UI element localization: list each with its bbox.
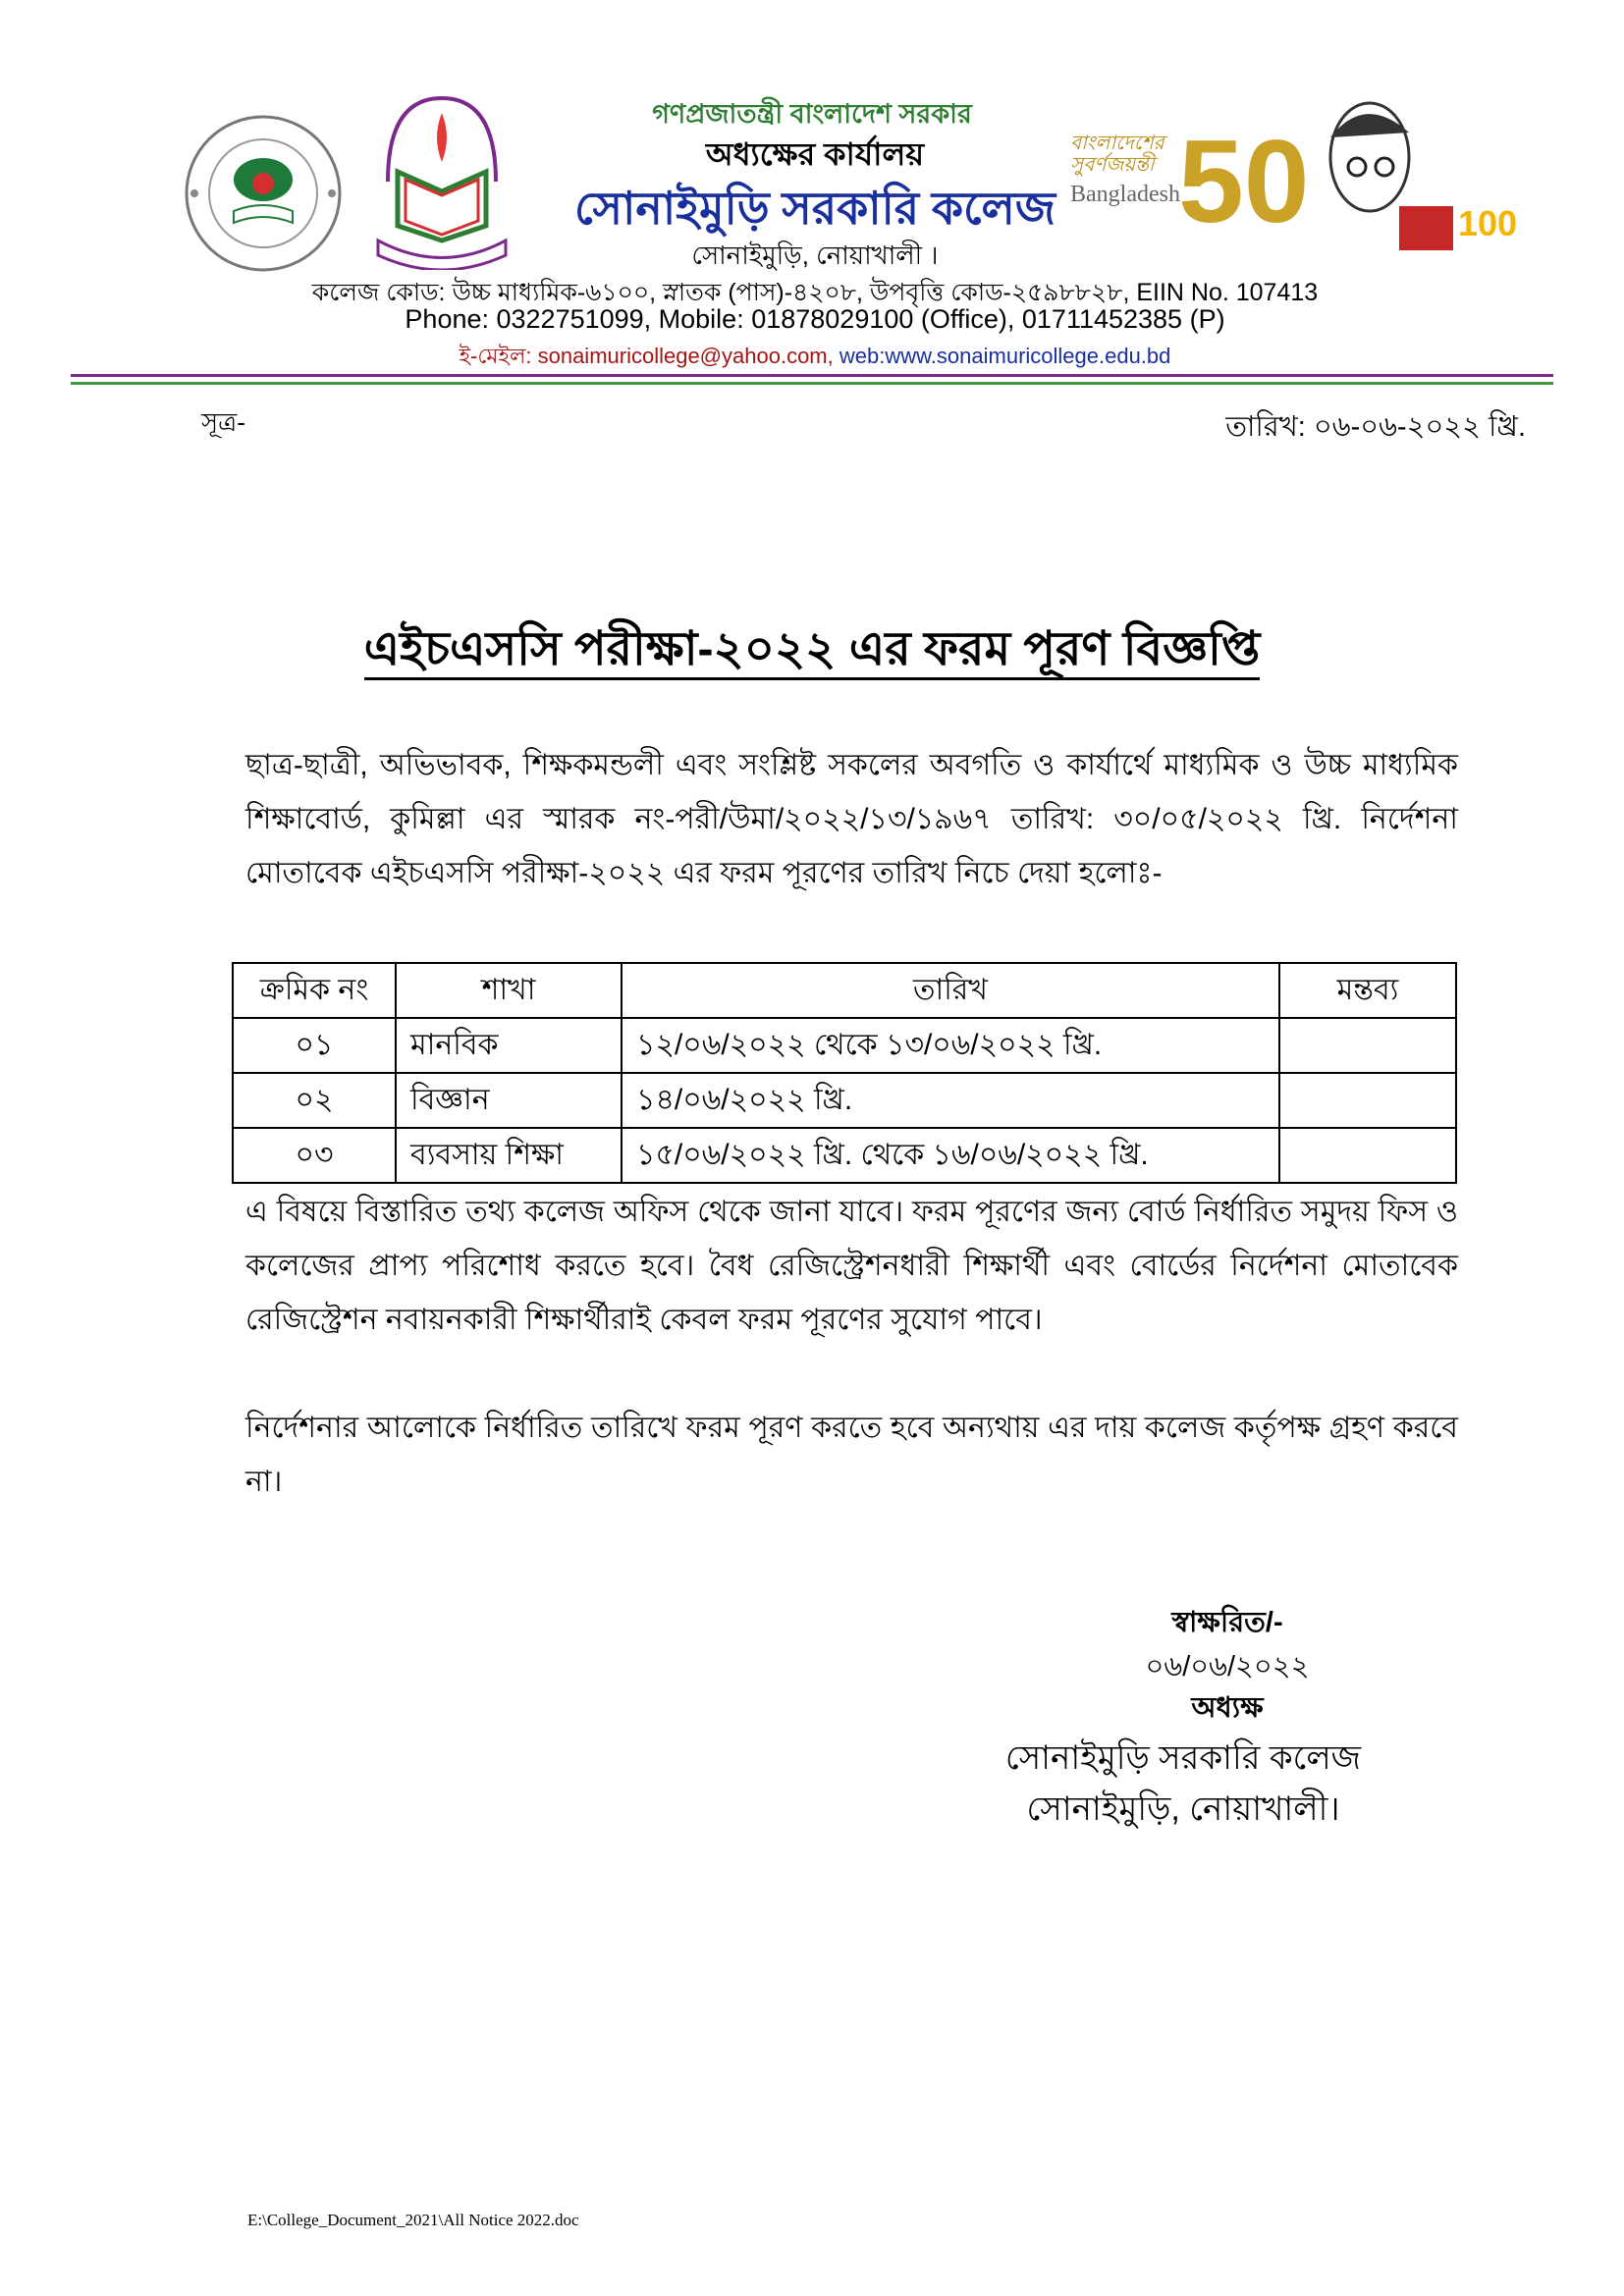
remark-cell (1279, 1018, 1456, 1073)
notice-date: তারিখ: ০৬-০৬-২০২২ খ্রি. (1225, 411, 1526, 443)
header-divider-green (71, 382, 1553, 385)
notice-title-text: এইচএসসি পরীক্ষা-২০২২ এর ফরম পূরণ বিজ্ঞপ্তি (364, 623, 1261, 680)
instruction-paragraph: নির্দেশনার আলোকে নির্ধারিত তারিখে ফরম পূরণ করতে হবে অন্যথায় এর দায় কলেজ কর্তৃপক্ষ গ্রহণ করবে না। (245, 1412, 1458, 1498)
signatory-college: সোনাইমুড়ি সরকারি কলেজ (1004, 1739, 1362, 1777)
branch-cell: মানবিক (396, 1018, 622, 1073)
branch-cell: ব্যবসায় শিক্ষা (396, 1128, 622, 1183)
document-file-path: E:\College_Document_2021\All Notice 2022.doc (247, 2211, 579, 2229)
date-cell: ১২/০৬/২০২২ থেকে ১৩/০৬/২০২২ খ্রি. (622, 1018, 1279, 1073)
col-date: তারিখ (622, 963, 1279, 1018)
remark-cell (1279, 1128, 1456, 1183)
svg-text:100: 100 (1458, 203, 1518, 243)
intro-paragraph: ছাত্র-ছাত্রী, অভিভাবক, শিক্ষকমন্ডলী এবং সংশ্লিষ্ট সকলের অবগতি ও কার্যার্থে মাধ্যমিক ও উচ্চ মাধ্যমিক শিক্ষাবোর্ড, কুমিল্লা এর স্মারক নং-পরী/উমা/২০২২/১৩/১৯৬৭ তারিখ: ৩০/০৫/২০২২ খ্রি. নির্দেশনা মোতাবেক এইচএসসি পরীক্ষা-২০২২ এর ফরম পূরণের তারিখ নিচে দেয়া হলোঃ- (245, 749, 1458, 889)
college-name: সোনাইমুড়ি সরকারি কলেজ (574, 183, 1056, 234)
email-label: ই-মেইল: (459, 344, 532, 368)
details-paragraph: এ বিষয়ে বিস্তারিত তথ্য কলেজ অফিস থেকে জানা যাবে। ফরম পূরণের জন্য বোর্ড নির্ধারিত সমুদয় ফিস ও কলেজের প্রাপ্য পরিশোধ করতে হবে। বৈধ রেজিস্ট্রেশনধারী শিক্ষার্থী এবং বোর্ডের নির্দেশনা মোতাবেক রেজিস্ট্রেশন নবায়নকারী শিক্ষার্থীরাই কেবল ফরম পূরণের সুযোগ পাবে। (245, 1196, 1458, 1336)
header-divider-purple (71, 374, 1553, 377)
email-link[interactable]: sonaimuricollege@yahoo.com, (537, 344, 834, 368)
serial-cell: ০৩ (233, 1128, 396, 1183)
golden-jubilee-logo: বাংলাদেশের সুবর্ণজয়ন্তী Bangladesh 50 (1070, 116, 1310, 247)
table-row (233, 1073, 1456, 1128)
notice-title (0, 614, 1624, 691)
signature-date: ০৬/০৬/২০২২ (1145, 1651, 1310, 1682)
college-address: সোনাইমুড়ি, নোয়াখালী । (691, 240, 939, 270)
table-header-row (233, 963, 1456, 1018)
col-branch: শাখা (396, 963, 622, 1018)
contact-web (245, 340, 1384, 376)
serial-cell: ০২ (233, 1073, 396, 1128)
table-row (233, 1018, 1456, 1073)
date-cell: ১৪/০৬/২০২২ খ্রি. (622, 1073, 1279, 1128)
college-codes: কলেজ কোড: উচ্চ মাধ্যমিক-৬১০০, স্নাতক (পাস)-৪২০৮, উপবৃত্তি কোড-২৫৯৮৮২৮, EIIN No. 107413 (311, 279, 1319, 306)
col-remark: মন্তব্য (1279, 963, 1456, 1018)
branch-cell: বিজ্ঞান (396, 1073, 622, 1128)
serial-cell: ০১ (233, 1018, 396, 1073)
office-title: অধ্যক্ষের কার্যালয় (705, 136, 925, 172)
signatory-place: সোনাইমুড়ি, নোয়াখালী। (1026, 1790, 1340, 1828)
remark-cell (1279, 1073, 1456, 1128)
reference-label: সূত্র- (201, 407, 245, 437)
government-name: গণপ্রজাতন্ত্রী বাংলাদেশ সরকার (652, 99, 972, 129)
col-serial: ক্রমিক নং (233, 963, 396, 1018)
table-row (233, 1128, 1456, 1183)
schedule-table (232, 962, 1457, 1184)
signed-label: স্বাক্ষরিত/- (1171, 1607, 1283, 1638)
website-link[interactable]: web:www.sonaimuricollege.edu.bd (839, 344, 1171, 368)
signatory-designation: অধ্যক্ষ (1191, 1692, 1264, 1724)
contact-phone: Phone: 0322751099, Mobile: 01878029100 (Office), 01711452385 (P) (405, 304, 1225, 334)
date-cell: ১৫/০৬/২০২২ খ্রি. থেকে ১৬/০৬/২০২২ খ্রি. (622, 1128, 1279, 1183)
